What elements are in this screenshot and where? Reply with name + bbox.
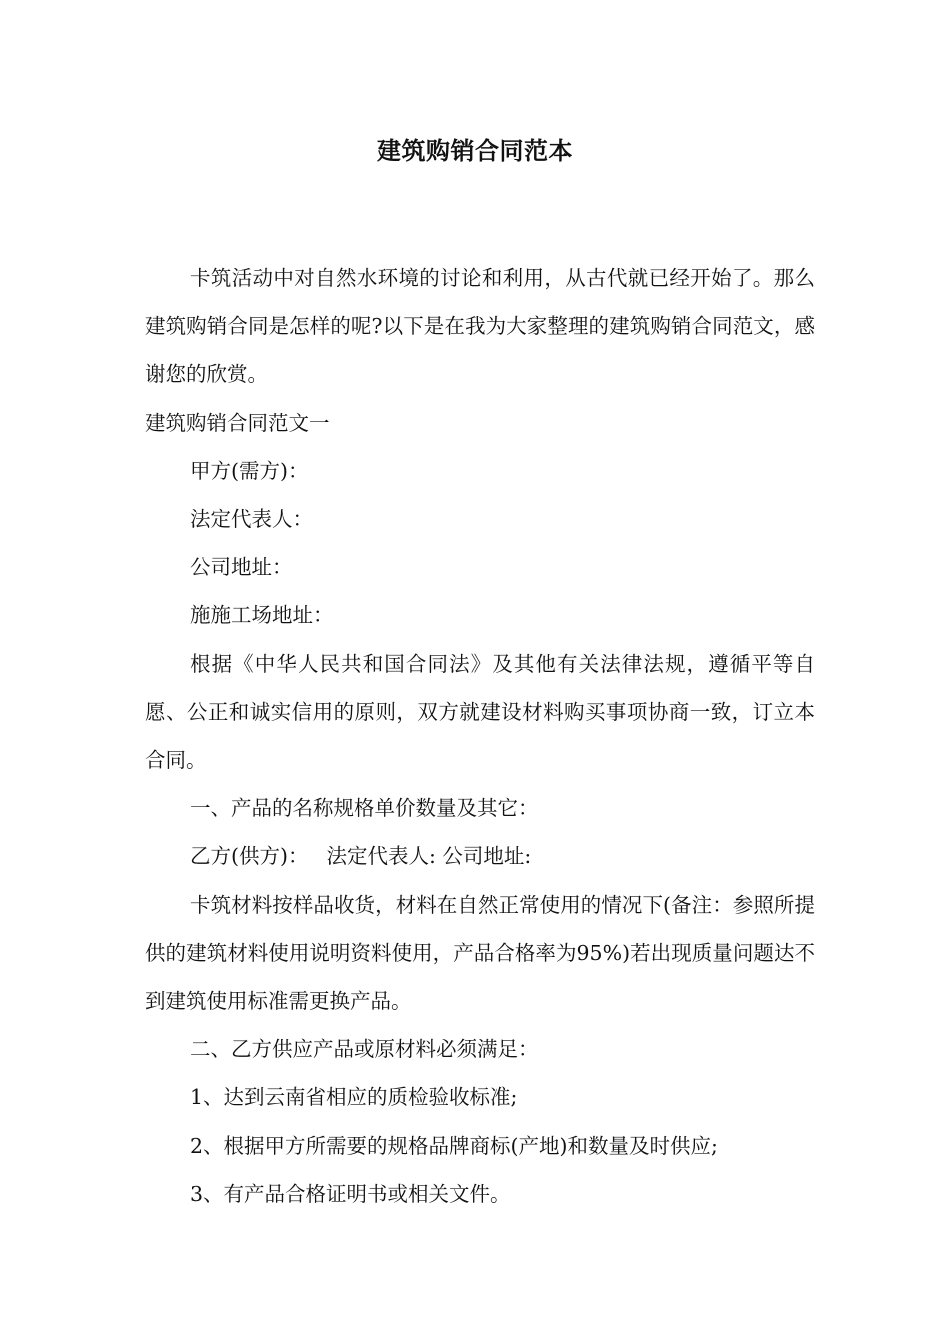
document-title: 建筑购销合同范本 bbox=[377, 137, 573, 165]
acceptance-paragraph: 卡筑材料按样品收货，材料在自然正常使用的情况下(备注：参照所提供的建筑材料使用说明资料使用，产品合格率为95%)若出现质量问题达不到建筑使用标准需更换产品。 bbox=[145, 892, 815, 1014]
site-address-line: 施施工场地址： bbox=[190, 603, 334, 628]
party-b-label: 乙方(供方)： bbox=[190, 844, 309, 869]
section-heading: 建筑购销合同范文一 bbox=[145, 410, 330, 435]
intro-paragraph: 卡筑活动中对自然水环境的讨论和利用，从古代就已经开始了。那么建筑购销合同是怎样的呢?以下是在我为大家整理的建筑购销合同范文，感谢您的欣赏。 bbox=[145, 266, 815, 387]
article-one-heading: 一、产品的名称规格单价数量及其它： bbox=[190, 796, 539, 821]
requirement-item-1: 1、达到云南省相应的质检验收标准; bbox=[190, 1085, 518, 1110]
document-body bbox=[145, 254, 815, 1218]
party-b-line bbox=[145, 832, 815, 880]
basis-paragraph: 根据《中华人民共和国合同法》及其他有关法律法规，遵循平等自愿、公正和诚实信用的原则，双方就建设材料购买事项协商一致，订立本合同。 bbox=[145, 651, 815, 773]
company-address-line: 公司地址： bbox=[190, 555, 293, 580]
legal-rep-line: 法定代表人： bbox=[190, 507, 313, 532]
requirement-item-3: 3、有产品合格证明书或相关文件。 bbox=[190, 1181, 511, 1206]
article-two-heading: 二、乙方供应产品或原材料必须满足： bbox=[190, 1037, 539, 1062]
requirement-item-2: 2、根据甲方所需要的规格品牌商标(产地)和数量及时供应; bbox=[190, 1133, 718, 1158]
party-a-line: 甲方(需方)： bbox=[190, 458, 309, 483]
party-b-rep-address: 法定代表人: 公司地址: bbox=[326, 844, 532, 869]
